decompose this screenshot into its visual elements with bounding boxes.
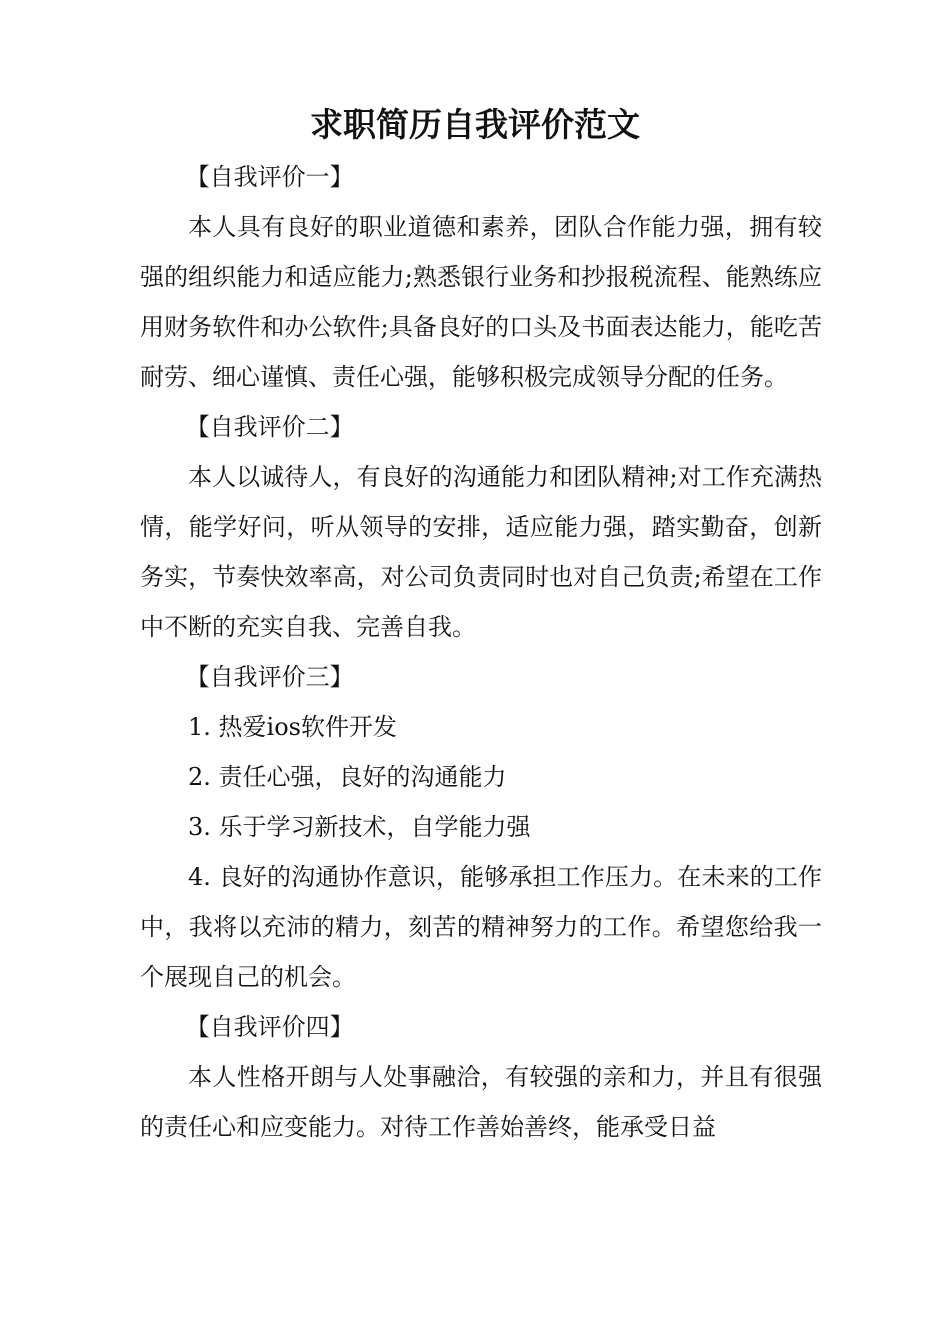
list-item-2: 2. 责任心强，良好的沟通能力 bbox=[188, 763, 507, 791]
list-item-4: 4. 良好的沟通协作意识，能够承担工作压力。在未来的工作中，我将以充沛的精力，刻苦的精神努力的工作。希望您给我一个展现自己的机会。 bbox=[140, 863, 822, 991]
list-item-1: 1. 热爱ios软件开发 bbox=[188, 713, 397, 741]
paragraph-2: 本人以诚待人，有良好的沟通能力和团队精神;对工作充满热情，能学好问，听从领导的安排，适应能力强，踏实勤奋，创新务实，节奏快效率高，对公司负责同时也对自己负责;希望在工作中不断的充实自我、完善自我。 bbox=[140, 463, 822, 641]
list-item-3: 3. 乐于学习新技术，自学能力强 bbox=[188, 813, 531, 841]
document-title: 求职简历自我评价范文 bbox=[310, 105, 640, 144]
section-heading-2: 【自我评价二】 bbox=[185, 413, 354, 441]
section-heading-1: 【自我评价一】 bbox=[185, 163, 354, 191]
document-body bbox=[140, 152, 822, 1152]
section-heading-3: 【自我评价三】 bbox=[185, 663, 354, 691]
section-heading-4: 【自我评价四】 bbox=[185, 1013, 354, 1041]
paragraph-1: 本人具有良好的职业道德和素养，团队合作能力强，拥有较强的组织能力和适应能力;熟悉银行业务和抄报税流程、能熟练应用财务软件和办公软件;具备良好的口头及书面表达能力，能吃苦耐劳、细心谨慎、责任心强，能够积极完成领导分配的任务。 bbox=[140, 213, 822, 391]
paragraph-4: 本人性格开朗与人处事融洽，有较强的亲和力，并且有很强的责任心和应变能力。对待工作善始善终，能承受日益 bbox=[140, 1063, 822, 1141]
